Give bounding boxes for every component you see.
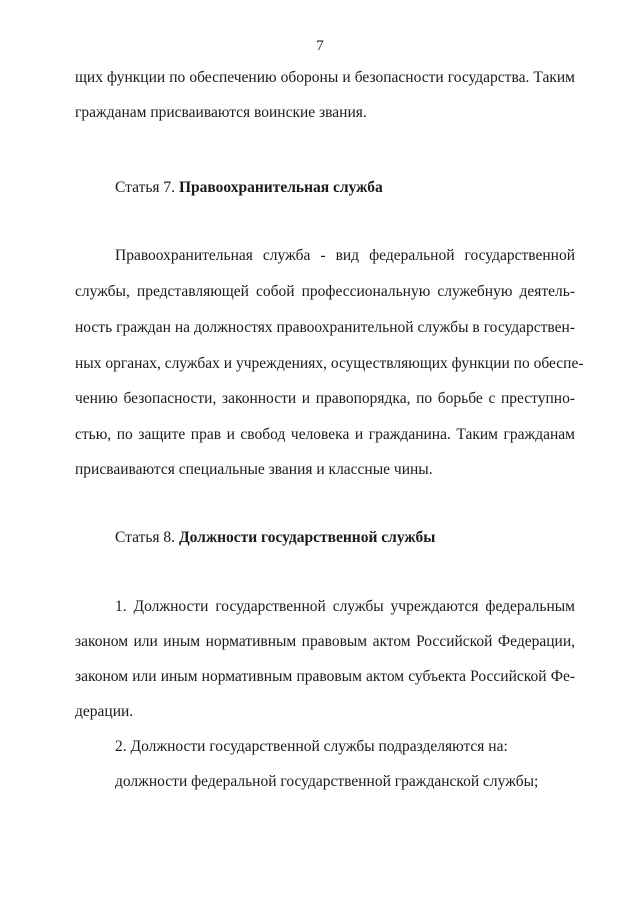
article-7-line-1: Правоохранительная служба - вид федеральной государственной xyxy=(115,247,575,264)
article-7-line-6: стью, по защите прав и свобод человека и гражданина. Таким гражданам xyxy=(75,426,575,443)
article-7-line-7: присваиваются специальные звания и классные чины. xyxy=(75,461,433,478)
article-7-line-2: службы, представляющей собой профессиональную служебную деятель- xyxy=(75,283,575,300)
article-8-item-1-line-4: дерации. xyxy=(75,703,134,720)
article-8-item-1-line-1: 1. Должности государственной службы учреждаются федеральным xyxy=(115,598,575,615)
continuation-line-1: щих функции по обеспечению обороны и безопасности государства. Таким xyxy=(75,69,575,86)
article-7-title: Правоохранительная служба xyxy=(178,179,383,196)
article-7-line-3: ность граждан на должностях правоохранительной службы в государствен- xyxy=(75,319,575,336)
article-7-prefix: Статья 7. xyxy=(115,179,176,196)
article-8-item-2-subline: должности федеральной государственной гражданской службы; xyxy=(115,773,539,790)
article-7-line-5: чению безопасности, законности и правопорядка, по борьбе с преступно- xyxy=(75,390,575,407)
article-8-item-2-line: 2. Должности государственной службы подразделяются на: xyxy=(115,738,508,755)
article-8-item-1-line-2: законом или иным нормативным правовым актом Российской Федерации, xyxy=(75,633,575,650)
article-8-title: Должности государственной службы xyxy=(178,529,436,546)
article-7-heading xyxy=(115,178,383,198)
article-8-item-1-line-3: законом или иным нормативным правовым актом субъекта Российской Фе- xyxy=(75,668,575,685)
article-7-line-4: ных органах, службах и учреждениях, осуществляющих функции по обеспе- xyxy=(75,355,584,372)
article-8-prefix: Статья 8. xyxy=(115,529,176,546)
page-number: 7 xyxy=(316,38,324,54)
article-8-heading xyxy=(115,528,435,548)
continuation-line-2: гражданам присваиваются воинские звания. xyxy=(75,104,367,121)
